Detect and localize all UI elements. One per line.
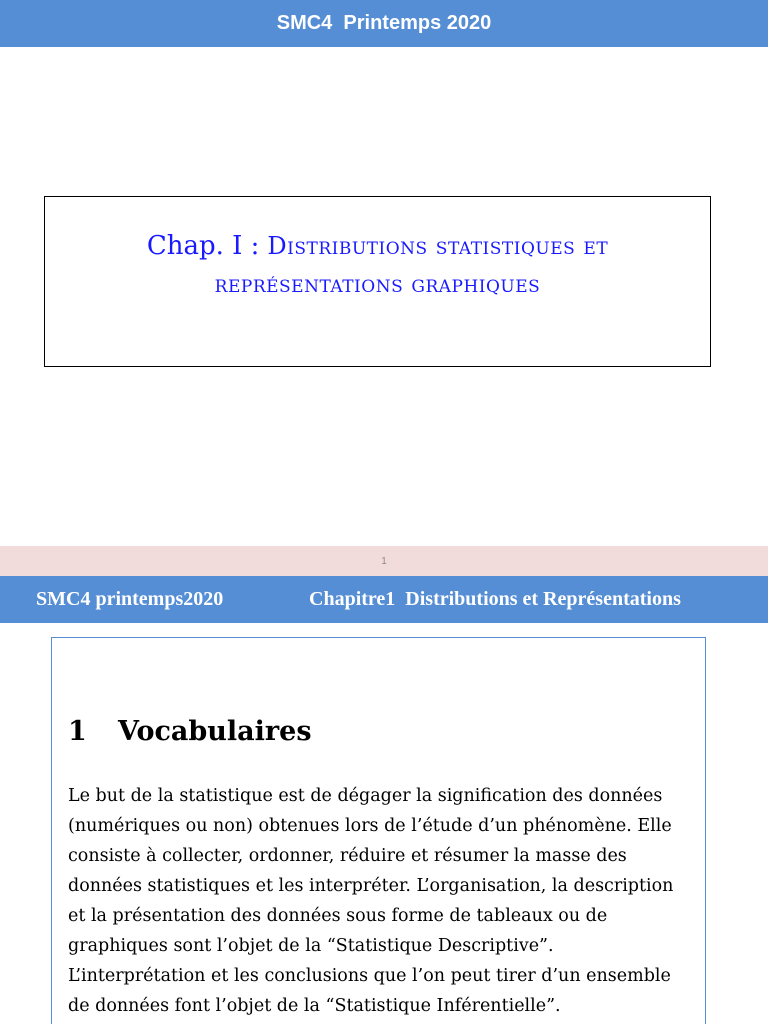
slide-2-header-chapter: Chapitre1 Distributions et Représentations — [309, 588, 681, 610]
section-heading — [68, 716, 312, 747]
paragraph-line: consiste à collecter, ordonner, réduire et résumer la masse des — [68, 846, 627, 866]
paragraph-line: et la présentation des données sous forme de tableaux ou de — [68, 906, 608, 926]
page-separator — [0, 546, 768, 576]
chapter-title-line-1 — [45, 227, 710, 265]
slide-2-header-course: SMC4 printemps2020 — [36, 588, 224, 610]
content-box — [51, 637, 706, 1024]
paragraph-line: (numériques ou non) obtenues lors de l’étude d’un phénomène. Elle — [68, 816, 672, 836]
slide-1-header: SMC4 Printemps 2020 — [0, 0, 768, 47]
chapter-title-line-2: représentations graphiques — [214, 270, 541, 298]
paragraph-line: Le but de la statistique est de dégager la signification des données — [68, 786, 663, 806]
chapter-title-box — [44, 196, 711, 367]
paragraph-line: graphiques sont l’objet de la “Statistique Descriptive”. — [68, 936, 554, 956]
slide-2-header — [0, 576, 768, 623]
page-number: 1 — [381, 555, 387, 567]
chapter-label: Chap. I : — [146, 231, 260, 261]
paragraph-line: de données font l’objet de la “Statistique Inférentielle”. — [68, 996, 561, 1016]
section-paragraph — [68, 781, 698, 1021]
section-number: 1 — [68, 716, 87, 747]
chapter-title — [45, 227, 710, 303]
chapter-title-line-1-text: Distributions statistiques et — [267, 232, 609, 260]
paragraph-line: données statistiques et les interpréter. L’organisation, la description — [68, 876, 674, 896]
section-title: Vocabulaires — [118, 716, 312, 747]
paragraph-line: L’interprétation et les conclusions que l’on peut tirer d’un ensemble — [68, 966, 671, 986]
